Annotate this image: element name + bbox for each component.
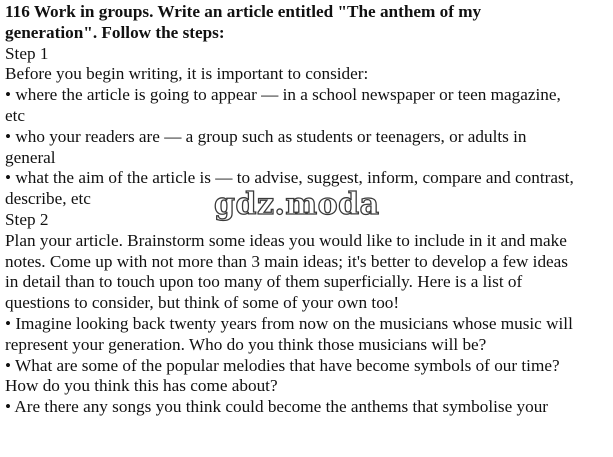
exercise-title-line-1: 116 Work in groups. Write an article entitled "The anthem of my (5, 2, 482, 21)
step2-bullet-musicians: • Imagine looking back twenty years from now on the musicians whose music will (5, 313, 573, 333)
step2-bullet-melodies-cont: How do you think this has come about? (5, 376, 278, 396)
step2-paragraph-line-3: in detail than to touch upon too many of them superficially. Here is a list of (5, 272, 523, 292)
step2-paragraph-line-1: Plan your article. Brainstorm some ideas you would like to include in it and make (5, 230, 567, 250)
step1-intro: Before you begin writing, it is important to consider: (5, 64, 369, 84)
step1-bullet-aim-cont: describe, etc (5, 189, 91, 209)
step2-heading: Step 2 (5, 209, 49, 229)
step1-bullet-audience-place: • where the article is going to appear — in a school newspaper or teen magazine, (5, 85, 561, 105)
step1-bullet-audience-place-cont: etc (5, 105, 26, 125)
step1-bullet-aim: • what the aim of the article is — to advise, suggest, inform, compare and contrast, (5, 168, 574, 188)
step2-bullet-musicians-cont: represent your generation. Who do you think those musicians will be? (5, 334, 487, 354)
step2-paragraph-line-4: questions to consider, but think of some of your own too! (5, 293, 400, 313)
step1-bullet-readers: • who your readers are — a group such as students or teenagers, or adults in (5, 126, 527, 146)
step2-bullet-melodies: • What are some of the popular melodies that have become symbols of our time? (5, 355, 560, 375)
step1-heading: Step 1 (5, 43, 49, 63)
step2-paragraph-line-2: notes. Come up with not more than 3 main ideas; it's better to develop a few ideas (5, 251, 568, 271)
watermark-logo: gdz.moda (214, 187, 380, 222)
step2-bullet-songs: • Are there any songs you think could become the anthems that symbolise your (5, 397, 549, 417)
step1-bullet-readers-cont: general (5, 147, 56, 167)
exercise-title-line-2: generation". Follow the steps: (5, 22, 225, 42)
